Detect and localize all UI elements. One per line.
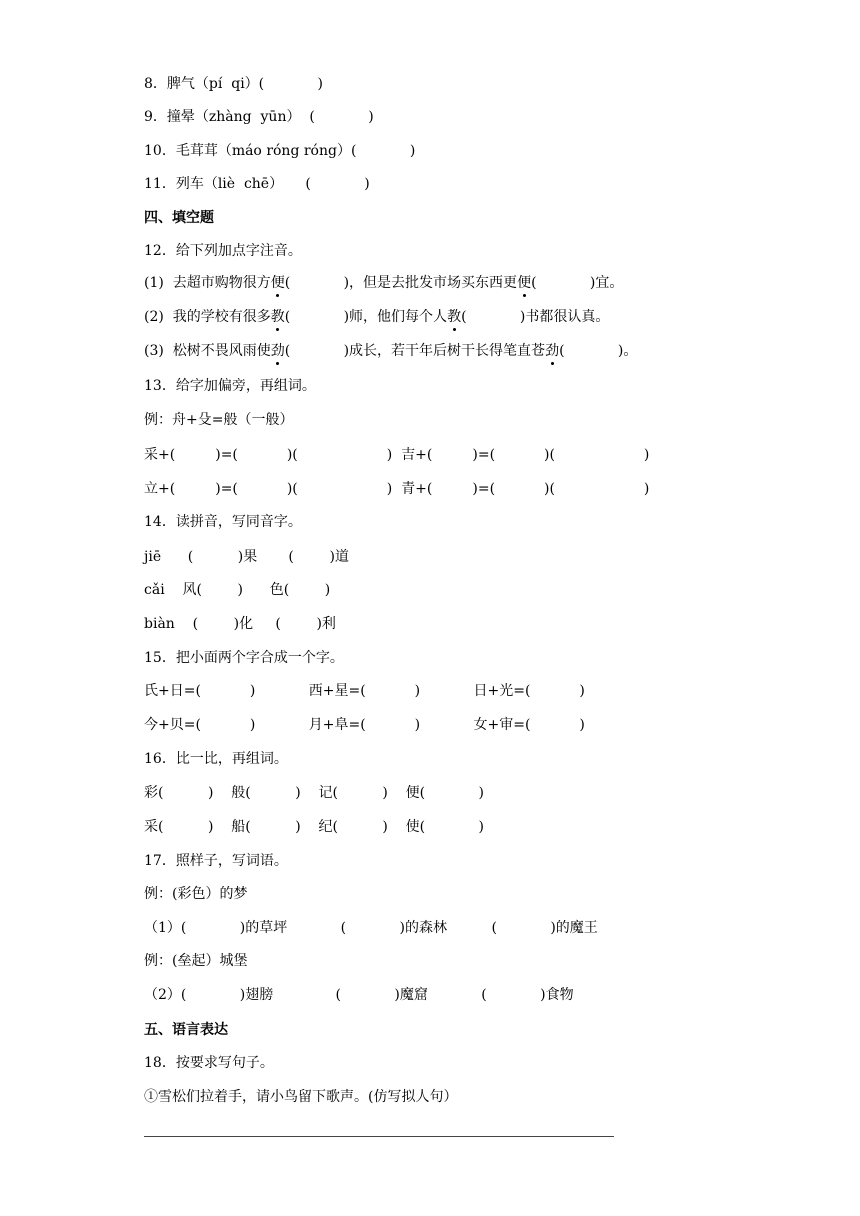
question-12-title: 12．给下列加点字注音。 — [144, 243, 302, 259]
question-18-item-1: ①雪松们拉着手，请小鸟留下歌声。(仿写拟人句） — [144, 1089, 458, 1105]
question-14-row-2: cǎi 风( ) 色( ) — [144, 582, 331, 598]
question-16-title: 16．比一比，再组词。 — [144, 751, 288, 767]
section-heading-4: 四、填空题 — [144, 210, 214, 226]
dotted-character: 便 — [517, 275, 532, 291]
dotted-character: 教 — [270, 309, 285, 325]
dotted-character: 教 — [447, 309, 462, 325]
q12-3-text-b: ( )成长，若干年后树干长得笔直苍 — [284, 343, 546, 359]
question-13-row-2: 立+( )=( )( ) 青+( )=( )( ) — [144, 481, 650, 497]
question-9: 9．撞晕（zhàng yūn） ( ) — [144, 109, 374, 125]
question-15-row-1: 氏+日=( ) 西+星=( ) 日+光=( ) — [144, 683, 585, 699]
dotted-character: 便 — [270, 275, 285, 291]
question-16-row-2: 采( ) 船( ) 纪( ) 使( ) — [144, 819, 485, 835]
dotted-character: 劲 — [270, 343, 285, 359]
dotted-character: 劲 — [545, 343, 560, 359]
question-14-title: 14．读拼音，写同音字。 — [144, 514, 302, 530]
question-13-title: 13．给字加偏旁，再组词。 — [144, 378, 316, 394]
q12-1-text-b: ( )，但是去批发市场买东西更 — [284, 275, 518, 291]
question-12-item-3 — [144, 342, 637, 360]
q12-2-text-c: ( )书都很认真。 — [461, 309, 610, 325]
question-14-row-1: jiē ( )果 ( )道 — [144, 549, 349, 565]
question-12-item-2 — [144, 308, 609, 326]
q12-3-text-a: (3) 松树不畏风雨使 — [144, 343, 271, 359]
question-8: 8．脾气（pí qi）( ) — [144, 76, 324, 92]
question-17-example-2: 例：(垒起）城堡 — [144, 953, 248, 969]
question-10: 10．毛茸茸（máo róng róng）( ) — [144, 143, 416, 159]
question-17-row-1: （1）( )的草坪 ( )的森林 ( )的魔王 — [144, 920, 598, 936]
q12-1-text-a: (1) 去超市购物很方 — [144, 275, 271, 291]
question-13-example: 例：舟+殳=般（一般） — [144, 412, 294, 428]
question-18-title: 18．按要求写句子。 — [144, 1055, 274, 1071]
answer-line[interactable] — [144, 1136, 614, 1137]
question-13-row-1: 采+( )=( )( ) 吉+( )=( )( ) — [144, 447, 650, 463]
question-14-row-3: biàn ( )化 ( )利 — [144, 616, 336, 632]
q12-1-text-c: ( )宜。 — [531, 275, 624, 291]
question-12-item-1 — [144, 274, 623, 292]
q12-2-text-b: ( )师，他们每个人 — [284, 309, 448, 325]
question-11: 11．列车（liè chē） ( ) — [144, 176, 370, 192]
q12-3-text-c: ( )。 — [559, 343, 638, 359]
question-15-title: 15．把小面两个字合成一个字。 — [144, 650, 344, 666]
question-17-row-2: （2）( )翅膀 ( )魔窟 ( )食物 — [144, 987, 574, 1003]
q12-2-text-a: (2) 我的学校有很多 — [144, 309, 271, 325]
question-15-row-2: 今+贝=( ) 月+阜=( ) 女+审=( ) — [144, 717, 585, 733]
question-17-title: 17．照样子，写词语。 — [144, 853, 288, 869]
question-16-row-1: 彩( ) 般( ) 记( ) 便( ) — [144, 785, 485, 801]
question-17-example-1: 例：(彩色）的梦 — [144, 886, 248, 902]
section-heading-5: 五、语言表达 — [144, 1022, 228, 1038]
